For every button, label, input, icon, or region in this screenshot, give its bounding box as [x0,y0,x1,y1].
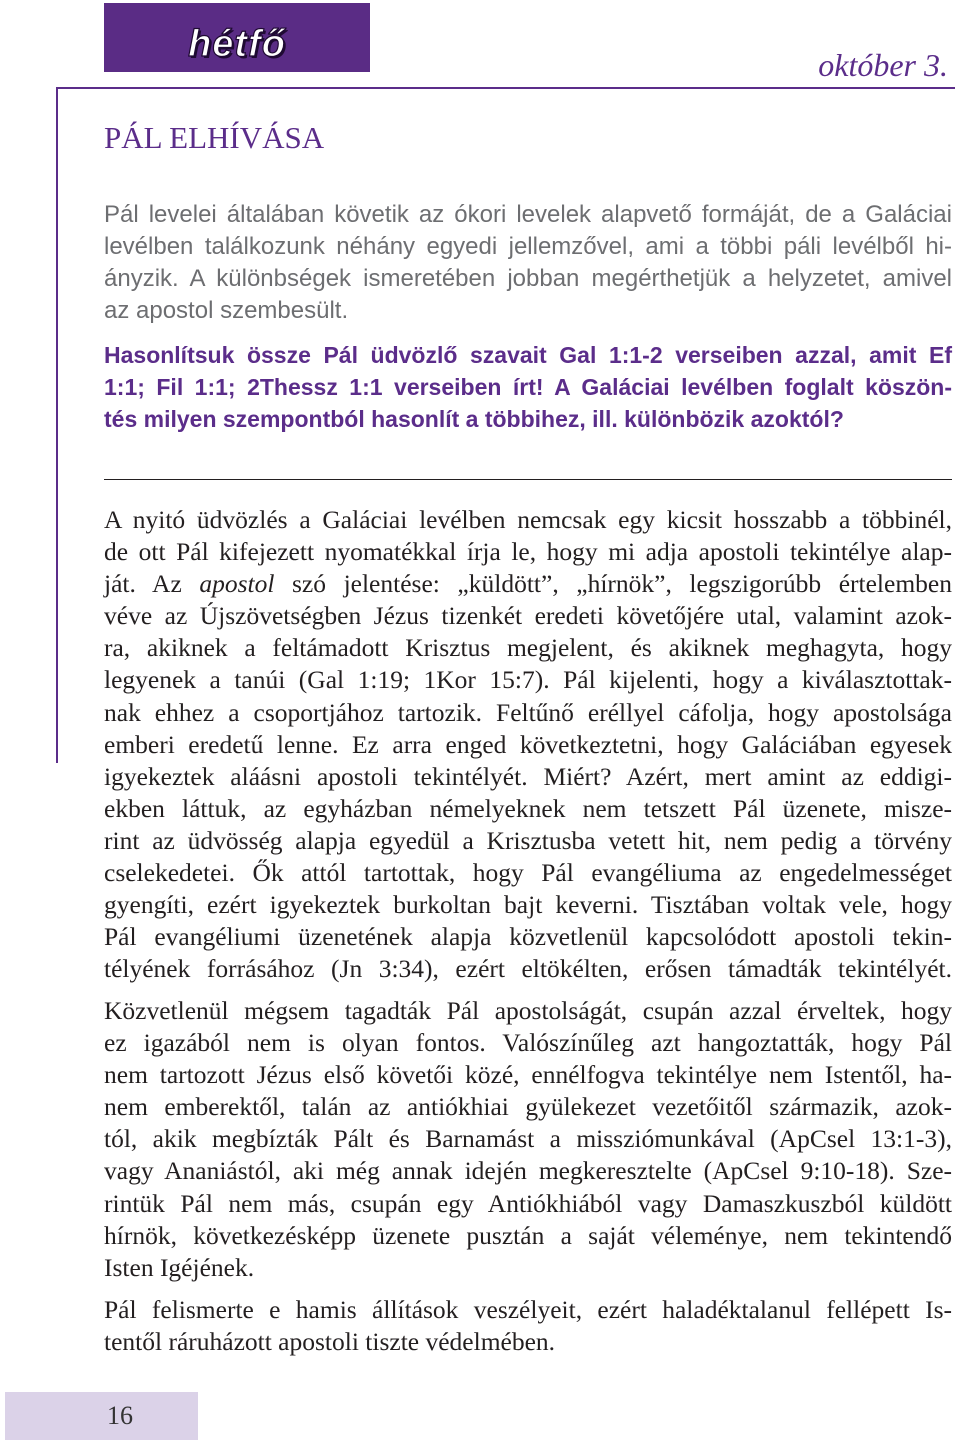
body-line-text: szó jelentése: „küldött”, „hírnök”, legszigorúbb értelemben [274,569,952,599]
body-line: emberi eredetű lenne. Ez arra enged következtetni, hogy Galáciában egyesek [104,729,952,759]
day-label: hétfő [188,23,286,65]
body-line: igyekeztek aláásni apostoli tekintélyét. Miért? Azért, mert amint az eddigi- [104,761,952,791]
intro-line: levélben találkozunk néhány egyedi jellemzővel, ami a többi páli levélből hi- [104,233,952,260]
body-paragraph [104,995,952,1284]
question-line: Hasonlítsuk össze Pál üdvözlő szavait Gal 1:1-2 verseiben azzal, amit Ef [104,342,952,368]
lesson-title: PÁL ELHÍVÁSA [104,120,325,155]
body-line: Közvetlenül mégsem tagadták Pál apostolságát, csupán azzal érveltek, hogy [104,996,952,1025]
intro-paragraph [104,199,952,327]
question-line: 1:1; Fil 1:1; 2Thessz 1:1 verseiben írt! A Galáciai levélben foglalt köszön- [104,374,952,400]
date-label: október 3. [818,47,948,83]
body-paragraph [104,1294,952,1358]
italic-term: apostol [199,569,275,599]
body-line: Pál evangéliumi üzenetének alapja közvetlenül kapcsolódott apostoli tekin- [104,922,952,952]
body-line: tentől ráruházott apostoli tiszte védelmében. [104,1327,556,1357]
body-line: tól, akik megbízták Pált és Barnamást a missziómunkával (ApCsel 13:1-3), [104,1124,952,1154]
body-line [104,568,952,600]
body-line: ra, akiknek a feltámadott Krisztus megjelent, és akiknek meghagyta, hogy [104,633,952,663]
intro-line: ányzik. A különbségek ismeretében jobban megérthetjük a helyzetet, amivel [104,265,952,292]
body-line: nem tartozott Jézus első követői közé, ennélfogva tekintélye nem Istentől, ha- [104,1060,952,1090]
body-line: Pál felismerte e hamis állítások veszélyeit, ezért haladéktalanul fellépett Is- [104,1295,952,1324]
question-line: tés milyen szempontból hasonlít a többihez, ill. különbözik azoktól? [104,406,844,432]
body-line: nak ehhez a csoportjához tartozik. Feltűnő eréllyel cáfolja, hogy apostolsága [104,697,952,727]
intro-line: az apostol szembesült. [104,297,349,324]
body-line: vagy Ananiástól, aki még annak idején megkeresztelte (ApCsel 9:10-18). Sze- [104,1156,952,1186]
body-line: Isten Igéjének. [104,1252,255,1282]
answer-line [104,479,952,480]
body-line: télyének forrásához (Jn 3:34), ezért eltökélten, erősen támadták tekintélyét. [104,954,952,984]
body-line: rint az üdvösség alapja egyedül a Krisztusba vetett hit, nem pedig a törvény [104,825,952,855]
body-line: ekben láttuk, az egyházban némelyeknek nem tetszett Pál üzenete, misze- [104,793,952,823]
page-number-box [5,1392,198,1440]
body-paragraph [104,504,952,985]
day-badge [104,3,370,72]
body-line: A nyitó üdvözlés a Galáciai levélben nemcsak egy kicsit hosszabb a többinél, [104,505,952,534]
body-line: nem emberektől, talán az antiókhiai gyülekezet vezetőitől származik, azok- [104,1092,952,1122]
body-line-text: ját. Az [104,569,200,599]
intro-line: Pál levelei általában követik az ókori levelek alapvető formáját, de a Galáciai [104,201,952,228]
header-rule [56,87,955,89]
body-line: legyenek a tanúi (Gal 1:19; 1Kor 15:7). Pál kijelenti, hogy a kiválasztottak- [104,665,952,695]
body-line: ez igazából nem is olyan fontos. Valószínűleg azt hangoztatták, hogy Pál [104,1028,952,1058]
study-question [104,339,952,435]
body-line: de ott Pál kifejezett nyomatékkal írja le, hogy mi adja apostoli tekintélye alap- [104,537,952,567]
margin-rule [56,87,58,763]
body-line: gyengíti, ezért igyekeztek burkoltan bajt keverni. Tisztában voltak vele, hogy [104,890,952,920]
body-line: hírnök, következésképp üzenete pusztán a saját véleménye, nem tekintendő [104,1220,952,1250]
body-line: véve az Újszövetségben Jézus tizenkét eredeti követőjére utal, valamint azok- [104,601,952,631]
page-number: 16 [107,1401,133,1430]
body-line: cselekedetei. Ők attól tartottak, hogy Pál evangéliuma az engedelmességet [104,858,952,888]
body-line: rintük Pál nem más, csupán egy Antiókhiából vagy Damaszkuszból küldött [104,1188,952,1218]
